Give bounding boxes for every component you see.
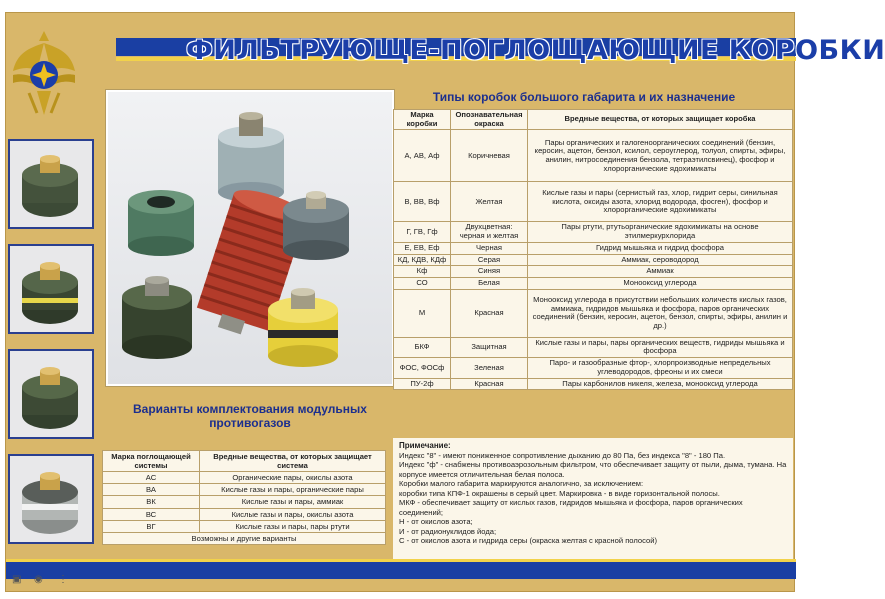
mark-cell: Г, ГВ, Гф [394,222,451,242]
substances-cell: Монооксид углерода [528,278,793,290]
table-row [394,337,793,357]
column-header: Марка поглощающей системы [103,451,200,472]
note-heading: Примечание: [399,441,451,450]
table-row [103,472,386,484]
mark-cell: М [394,289,451,337]
table-row [394,254,793,266]
color-cell: Двухцветная: черная и желтая [451,222,528,242]
viewer-toolbar [6,573,96,591]
table-row [394,289,793,337]
thumbnail-photo [8,244,94,334]
note-line: Индекс "ф" - снабжены противоаэрозольным фильтром, что обеспечивает защиту от пыли, дыма, тумана. На корпусе имеется отличительная белая полоса. [399,460,787,479]
table-row [394,130,793,182]
more-vertical-icon[interactable]: ⋮ [58,574,68,585]
substances-cell: Пары ртути, ртутьорганические ядохимикаты на основе этилмеркурхлорида [528,222,793,242]
note-line: И - от радионуклидов йода; [399,526,497,536]
table-row [394,222,793,242]
substances-cell: Аммиак [528,266,793,278]
camera-icon[interactable]: ◉ [34,574,43,585]
table-row [103,520,386,532]
mark-cell: ВА [103,484,200,496]
substances-cell: Монооксид углерода в присутствии небольших количеств кислых газов, аммиака, гидридов мышьяка и фосфора, паров органических соединений (бензин, керосин, ацетон, бензол, спирты, эфиры, анилин и др.) [528,289,793,337]
table-header-row [394,110,793,130]
table-row [103,496,386,508]
substances-cell: Пары карбонилов никеля, железа, монооксид углерода [528,378,793,390]
thumbnail-photo [8,454,94,544]
emergency-ministry-emblem-icon [9,23,79,123]
table-footer-row [103,532,386,544]
substances-cell: Аммиак, сероводород [528,254,793,266]
substances-cell: Кислые газы и пары, аммиак [200,496,386,508]
mark-cell: ВГ [103,520,200,532]
substances-cell: Гидрид мышьяка и гидрид фосфора [528,242,793,254]
column-header: Вредные вещества, от которых защищает система [200,451,386,472]
color-cell: Зеленая [451,358,528,378]
mark-cell: Кф [394,266,451,278]
variants-title: Варианты комплектования модульных противогазов [133,402,367,430]
mark-cell: СО [394,278,451,290]
table-row [394,278,793,290]
note-line: Индекс "8" - имеют пониженное сопротивление дыханию до 80 Па, без индекса "8" - 180 Па. [399,451,726,460]
table-header-row [103,451,386,472]
crop-icon[interactable]: ▣ [12,574,22,585]
column-header: Опознавательная окраска [451,110,528,130]
note-line: С - от окислов азота и гидрида серы (окраска желтая с красной полосой) [399,536,657,546]
substances-cell: Кислые газы и пары, органические пары [200,484,386,496]
note-line: МКФ - обеспечивает защиту от кислых газов, гидридов мышьяка и фосфора, паров органических соединений; [399,498,743,517]
column-header: Вредные вещества, от которых защищает коробка [528,110,793,130]
color-cell: Черная [451,242,528,254]
table-row [394,358,793,378]
color-cell: Серая [451,254,528,266]
mark-cell: Е, ЕВ, Еф [394,242,451,254]
mark-cell: БКФ [394,337,451,357]
mark-cell: А, АВ, Аф [394,130,451,182]
poster [5,12,885,592]
mark-cell: В, ВВ, Вф [394,182,451,222]
substances-cell: Кислые газы и пары, окислы азота [200,508,386,520]
substances-cell: Кислые газы и пары, пары ртути [200,520,386,532]
big-boxes-table [393,109,793,390]
color-cell: Желтая [451,182,528,222]
substances-cell: Кислые газы и пары, пары органических веществ, гидриды мышьяка и фосфора [528,337,793,357]
column-header: Марка коробки [394,110,451,130]
color-cell: Защитная [451,337,528,357]
color-cell: Красная [451,378,528,390]
note-box [393,438,793,572]
substances-cell: Органические пары, окислы азота [200,472,386,484]
mark-cell: АС [103,472,200,484]
filter-boxes-photo [106,90,394,386]
color-cell: Красная [451,289,528,337]
poster-title: ФИЛЬТРУЮЩЕ-ПОГЛОЩАЮЩИЕ КОРОБКИ [186,35,885,66]
color-cell: Синяя [451,266,528,278]
note-line: Н - от окислов азота; [399,517,473,527]
big-boxes-subtitle: Типы коробок большого габарита и их назначение [432,90,736,104]
table-row [394,182,793,222]
mark-cell: КД, КДВ, КДф [394,254,451,266]
mark-cell: ВК [103,496,200,508]
color-cell: Коричневая [451,130,528,182]
substances-cell: Пары органических и галогеноорганических соединений (бензин, керосин, ацетон, бензол, ксилол, сероуглерод, толуол, спирты, эфиры, анилин, нитросоединения бензола, тетраэтилсвинец), фосфор и хлорорганические ядохимикаты [528,130,793,182]
variants-table [102,450,386,545]
color-cell: Белая [451,278,528,290]
substances-cell: Паро- и газообразные фтор-, хлорпроизводные непредельных углеводородов, фреоны и их смеси [528,358,793,378]
thumbnail-photo [8,139,94,229]
table-row [394,378,793,390]
note-line: коробки типа КПФ-1 окрашены в серый цвет. Маркировка - в виде горизонтальной полосы. [399,488,720,498]
mark-cell: ПУ-2ф [394,378,451,390]
table-row [394,266,793,278]
table-row [103,484,386,496]
variants-footer: Возможны и другие варианты [103,532,386,544]
thumbnail-photo [8,349,94,439]
substances-cell: Кислые газы и пары (сернистый газ, хлор, гидрит серы, синильная кислота, оксиды азота, хлорид водорода, фосген), фосфор и хлорорганические ядохимикаты [528,182,793,222]
footer-band [6,562,796,579]
table-row [103,508,386,520]
note-line: Коробки малого габарита маркируются аналогично, за исключением: [399,479,644,489]
mark-cell: ФОС, ФОСф [394,358,451,378]
mark-cell: ВС [103,508,200,520]
table-row [394,242,793,254]
